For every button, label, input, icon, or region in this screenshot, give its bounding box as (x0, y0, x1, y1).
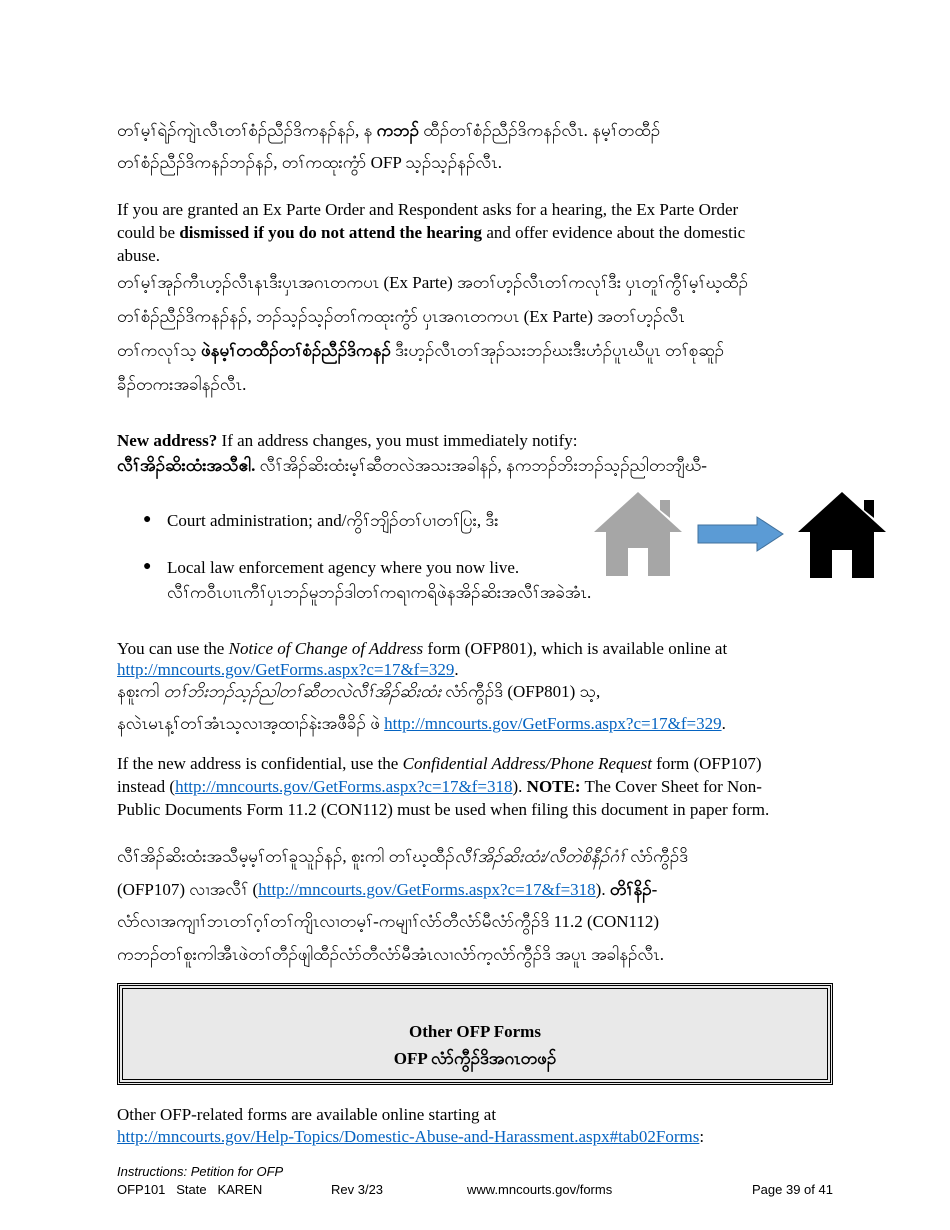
footer-rev: Rev 3/23 (331, 1182, 384, 1197)
new-house-icon (796, 490, 888, 580)
bold-text: dismissed if you do not attend the hearing (179, 223, 483, 242)
other-forms-text: Other OFP-related forms are available online starting at (117, 1105, 497, 1124)
text: : (699, 1127, 705, 1146)
other-forms-link-line (117, 1126, 704, 1148)
text: form (OFP107) (651, 754, 762, 773)
text: (OFP107) လၢအလီၢ် ( (117, 880, 259, 899)
form-name: Notice of Change of Address (228, 639, 424, 658)
note-label: တိၢ်နိၣ်- (609, 880, 658, 899)
text: ထီၣ်တၢ်စံၣ်ညီၣ်ဒိကနၣ်လီၤ. နမ့ၢ်တထီၣ် (419, 121, 661, 140)
text: If the new address is confidential, use the (117, 754, 403, 773)
confidential-line3: Public Documents Form 11.2 (CON112) must be used when filing this document in paper form. (117, 800, 770, 819)
confidential-karen-line2 (117, 879, 657, 901)
text: form (OFP801), which is available online at (423, 639, 728, 658)
form-name: Confidential Address/Phone Request (402, 754, 652, 773)
footer-page: Page 39 of 41 (752, 1182, 833, 1197)
old-house-icon (592, 490, 684, 578)
form-name: လီၢ်အိၣ်ဆိးထံး/လီတဲစိနီၣ်ဂံၢ် (454, 847, 626, 866)
text: instead ( (117, 777, 176, 796)
text: လံာ်ကွီၣ်ဒိ (OFP801) သ့, (440, 682, 601, 701)
english-para1-line1: If you are granted an Ex Parte Order and Respondent asks for a hearing, the Ex Parte Order (117, 200, 739, 219)
change-form-karen-line1 (117, 681, 600, 703)
karen-para1-line1 (117, 120, 660, 142)
form-name: တၢ်ဘိးဘၣ်သ့ၣ်ညါတၢ်ဆီတလဲလီၢ်အိၣ်ဆိးထံး (163, 682, 441, 701)
ofp801-link-karen[interactable]: http://mncourts.gov/GetForms.aspx?c=17&f=329 (384, 714, 722, 733)
arrow-right-icon (697, 516, 785, 552)
text: ). (512, 777, 527, 796)
confidential-karen-line3: လံာ်လၢအကျၢၢ်ဘၤတၢ်ဂ့ၢ်တၢ်ကျိၤလၢတမ့ၢ်-ကမျၢၢ်လံာ်တီလံာ်မီလံာ်ကွီၣ်ဒိ 11.2 (CON112) (117, 912, 660, 931)
karen-para2-line4: ခီၣ်တကးအခါနၣ်လီၤ. (117, 375, 247, 394)
text: could be (117, 223, 180, 242)
footer-form-id: OFP101 State KAREN (117, 1182, 263, 1197)
confidential-karen-line1 (117, 846, 688, 868)
bullet-item-law-enforcement-karen: လီၢ်ကဝီၤပၢၤကီၢ်ပှၤဘၣ်မူဘၣ်ဒါတၢ်ကရၢကရိဖဲနအိၣ်ဆိးအလီၢ်အခဲအံၤ. (167, 583, 592, 602)
bullet-item-court-admin: Court administration; and/ကွိၢ်ဘျိၣ်တၢ်ပၢတၢ်ပြး, ဒီး (167, 511, 499, 530)
karen-para2-line1: တၢ်မ့ၢ်အုၣ်ကီၤဟ့ၣ်လီၤနၤဒီးပှၤအဂၤတကပၤ (Ex Parte) အတၢ်ဟ့ၣ်လီၤတၢ်ကလုၢ်ဒီး ပှၤတူၢ်ကွီၢ်မ့ၢ်ဃ့ထီၣ် (117, 273, 749, 292)
text: ဒီးဟ့ၣ်လီၤတၢ်အုၣ်သးဘၣ်ဃးဒီးဟံၣ်ပူၤဃီပူၤ တၢ်စုဆူၣ် (390, 341, 725, 360)
other-forms-karen-title: OFP လံာ်ကွီၣ်ဒိအဂၤတဖၣ် (393, 1049, 557, 1068)
change-form-line1 (117, 638, 727, 660)
new-address-karen-line (117, 455, 707, 477)
text: တၢ်မ့ၢ်ရဲၣ်ကျဲၤလီၤတၢ်စံၣ်ညီၣ်ဒိကနၣ်နၣ်, န (117, 121, 377, 140)
karen-para2-line3 (117, 340, 724, 362)
bold-text: ကဘၣ် (376, 121, 420, 140)
english-para1-line3: abuse. (117, 246, 160, 265)
bullet-icon: ● (143, 559, 152, 574)
text: လီၢ်အိၣ်ဆိးထံးအသီမ့မ့ၢ်တၢ်ခူသူၣ်နၣ်, စူးကါ တၢ်ဃ့ထီၣ် (117, 847, 455, 866)
text: လံာ်ကွီၣ်ဒိ (626, 847, 689, 866)
bold-text: ဖဲနမ့ၢ်တထီၣ်တၢ်စံၣ်ညီၣ်ဒိကနၣ် (200, 341, 391, 360)
other-forms-heading-box (117, 983, 833, 1085)
ofp107-link-karen[interactable]: http://mncourts.gov/GetForms.aspx?c=17&f=318 (258, 880, 596, 899)
footer-title: Instructions: Petition for OFP (117, 1164, 284, 1179)
bold-text: လီၢ်အိၣ်ဆိးထံးအသီဧါ. (117, 456, 256, 475)
confidential-karen-line4: ကဘၣ်တၢ်စူးကါအီၤဖဲတၢ်တီၣ်ဖျါထီၣ်လံာ်တီလံာ်မီအံၤလၢလံာ်က့လံာ်ကွီၣ်ဒိ အပူၤ အခါနၣ်လီၤ. (117, 945, 665, 964)
other-forms-link[interactable]: http://mncourts.gov/Help-Topics/Domestic-Abuse-and-Harassment.aspx#tab02Forms (117, 1127, 700, 1146)
text: တၢ်ကလုၢ်သ့ (117, 341, 201, 360)
change-form-line2: http://mncourts.gov/GetForms.aspx?c=17&f=329. (117, 660, 459, 679)
text: နစူးကါ (117, 682, 164, 701)
ofp801-link[interactable]: http://mncourts.gov/GetForms.aspx?c=17&f=329 (117, 660, 455, 679)
karen-para2-line2: တၢ်စံၣ်ညီၣ်ဒိကနၣ်နၣ်, ဘၣ်သ့ၣ်သ့ၣ်တၢ်ကထုးကွံာ် ပှၤအဂၤတကပၤ (Ex Parte) အတၢ်ဟ့ၣ်လီၤ (117, 307, 685, 326)
ofp107-link[interactable]: http://mncourts.gov/GetForms.aspx?c=17&f=318 (175, 777, 513, 796)
text: လီၢ်အိၣ်ဆိးထံးမ့ၢ်ဆီတလဲအသးအခါနၣ်, နကဘၣ်ဘိးဘၣ်သ့ၣ်ညါတဘျီဃီ- (255, 456, 707, 475)
confidential-line1 (117, 753, 761, 775)
bold-text: New address? (117, 431, 218, 450)
bullet-item-law-enforcement: Local law enforcement agency where you now live. (167, 558, 520, 577)
other-forms-title: Other OFP Forms (409, 1022, 541, 1041)
bullet-icon: ● (143, 512, 152, 527)
note-label: NOTE: (526, 777, 581, 796)
text: If an address changes, you must immediately notify: (217, 431, 578, 450)
text: and offer evidence about the domestic (482, 223, 746, 242)
confidential-line2 (117, 776, 762, 798)
change-form-karen-line2: နလဲၤမၤန့ၢ်တၢ်အံၤသ့လၢအ့ထၢၣ်နဲးအဖီခိၣ် ဖဲ http://mncourts.gov/GetForms.aspx?c=17&f=329. (117, 714, 726, 733)
new-address-line (117, 430, 578, 452)
footer-url: www.mncourts.gov/forms (467, 1182, 613, 1197)
english-para1-line2 (117, 222, 745, 244)
text: The Cover Sheet for Non- (580, 777, 762, 796)
text: ). (595, 880, 610, 899)
text: You can use the (117, 639, 229, 658)
text: နလဲၤမၤန့ၢ်တၢ်အံၤသ့လၢအ့ထၢၣ်နဲးအဖီခိၣ် ဖဲ (117, 714, 385, 733)
karen-para1-line2: တၢ်စံၣ်ညီၣ်ဒိကနၣ်ဘၣ်နၣ်, တၢ်ကထုးကွံာ် OFP သ့ၣ်သ့ၣ်နၣ်လီၤ. (117, 153, 502, 172)
